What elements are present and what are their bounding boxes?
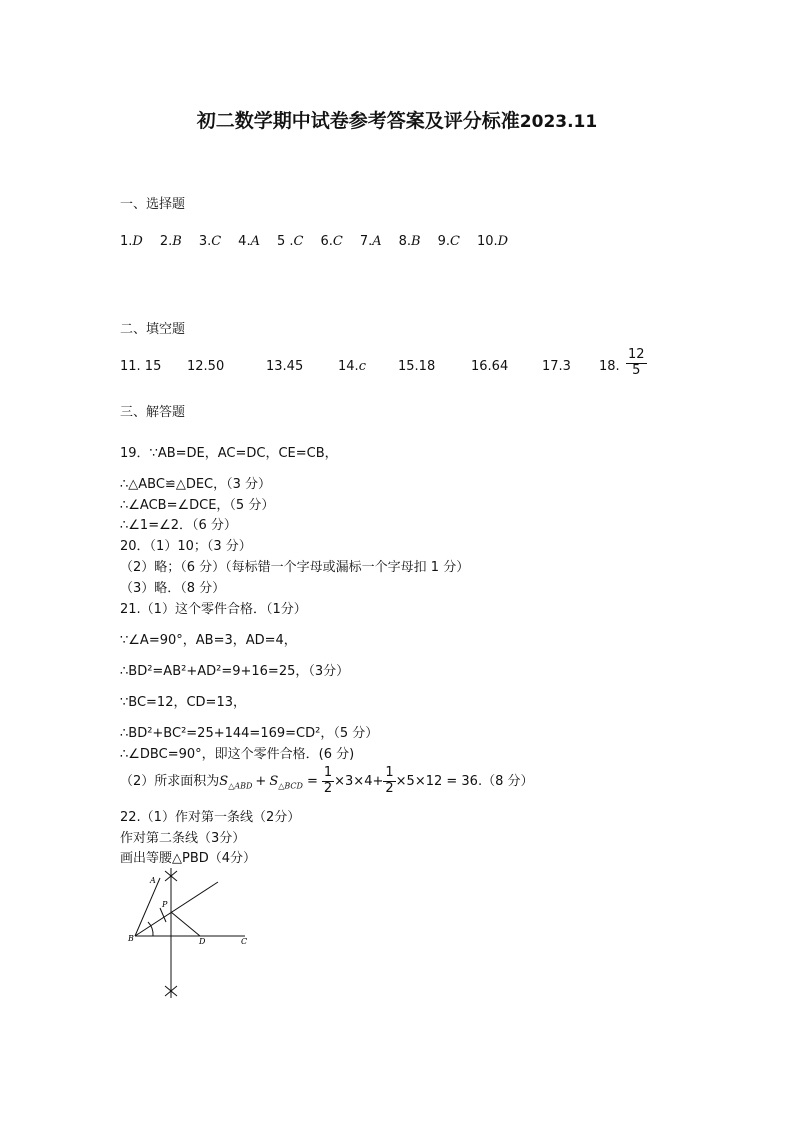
- title-date: 2023.11: [519, 112, 598, 132]
- answer-14: [338, 359, 366, 374]
- mc-answer: [399, 234, 421, 249]
- mc-answer-letter: C: [293, 234, 304, 249]
- answer-14-label: 14.: [338, 359, 359, 374]
- label-p: P: [162, 900, 168, 909]
- multiple-choice-answers: [120, 234, 525, 249]
- q21-line7: [120, 764, 534, 804]
- section2-heading: 二、填空题: [120, 322, 186, 337]
- area-prefix: （2）所求面积为: [120, 774, 220, 789]
- frac2-num: 1: [385, 765, 394, 781]
- area-s-abd: S: [219, 774, 229, 789]
- mc-answer-number: 1.: [120, 234, 133, 249]
- line-pd: [171, 912, 200, 936]
- answer-12: 12.50: [187, 359, 225, 374]
- mc-answer-number: 5 .: [276, 234, 294, 249]
- mc-answer-number: 3.: [198, 234, 212, 249]
- frac2-den: 2: [385, 781, 394, 796]
- q20-line1: 20．（1）10；（3 分）: [120, 539, 252, 554]
- answer-18: 18.: [599, 359, 620, 374]
- area-sub-abd: △ABD: [228, 781, 253, 791]
- answer-18-fraction: [626, 348, 647, 379]
- area-fraction-2: [383, 766, 395, 797]
- q22-line2: 作对第二条线（3分）: [120, 831, 246, 846]
- area-middle: ×3×4+: [334, 774, 384, 789]
- q20-line2: （2）略；（6 分）（每标错一个字母或漏标一个字母扣 1 分）: [120, 560, 470, 575]
- mc-answer-letter: A: [250, 234, 260, 249]
- mc-answer-number: 10.: [476, 234, 498, 249]
- q19-line4: ∴∠1=∠2．（6 分）: [120, 518, 237, 533]
- mc-answer-letter: B: [172, 234, 182, 249]
- section1-heading: 一、选择题: [120, 197, 186, 212]
- mc-answer-letter: C: [211, 234, 222, 249]
- q21-line2: ∵∠A=90°，AB=3，AD=4，: [120, 633, 297, 648]
- answer-15: 15.18: [398, 359, 436, 374]
- q22-line3: 画出等腰△PBD（4分）: [120, 851, 257, 866]
- mc-answer-number: 6.: [320, 234, 333, 249]
- mc-answer-number: 2.: [159, 234, 173, 249]
- area-plus: +: [255, 774, 267, 789]
- mc-answer: [160, 234, 182, 249]
- mc-answer: [438, 234, 460, 249]
- q19-line2: ∴△ABC≌△DEC，（3 分）: [120, 477, 272, 492]
- page-title: [0, 106, 794, 133]
- area-s-bcd: S: [269, 774, 279, 789]
- mc-answer-number: 9.: [437, 234, 450, 249]
- mc-answer: [320, 234, 342, 249]
- q22-line1: 22.（1）作对第一条线（2分）: [120, 810, 301, 825]
- mc-answer-letter: C: [450, 234, 460, 249]
- label-a: A: [150, 876, 156, 885]
- area-fraction-1: [322, 766, 334, 797]
- answer-13: 13.45: [266, 359, 304, 374]
- arc-mark-left: [160, 908, 166, 922]
- mc-answer-number: 7.: [359, 234, 373, 249]
- q21-line6: ∴∠DBC=90°，即这个零件合格．(6 分): [120, 747, 355, 762]
- answer-14-var: c: [358, 359, 366, 374]
- mc-answer: [360, 234, 382, 249]
- mc-answer: [238, 234, 260, 249]
- mc-answer-letter: A: [372, 234, 382, 249]
- q21-line5: ∴BD²+BC²=25+144=169=CD²，（5 分）: [120, 726, 379, 741]
- frac1-den: 2: [323, 781, 333, 796]
- mc-answer-letter: D: [497, 234, 509, 249]
- answer-16: 16.64: [471, 359, 509, 374]
- label-d: D: [199, 937, 206, 946]
- mc-answer: [199, 234, 221, 249]
- mc-answer: [477, 234, 508, 249]
- construction-figure: [120, 866, 260, 1006]
- q20-line3: （3）略．（8 分）: [120, 581, 226, 596]
- mc-answer: [277, 234, 304, 249]
- q19-line3: ∴∠ACB=∠DCE，（5 分）: [120, 498, 275, 513]
- answer-17: 17.3: [542, 359, 571, 374]
- answer-11: 11. 15: [120, 359, 162, 374]
- q21-line3: ∴BD²=AB²+AD²=9+16=25，（3分）: [120, 664, 350, 679]
- mc-answer-number: 4.: [238, 234, 251, 249]
- fill-blank-answers: [120, 359, 680, 379]
- line-bisector: [135, 882, 218, 936]
- mc-answer-number: 8.: [398, 234, 412, 249]
- mc-answer: [120, 234, 143, 249]
- area-end: ×5×12 = 36.（8 分）: [395, 774, 534, 789]
- mc-answer-letter: B: [411, 234, 421, 249]
- area-sub-bcd: △BCD: [278, 781, 303, 791]
- fraction-numerator: 12: [628, 347, 645, 362]
- mc-answer-letter: D: [132, 234, 143, 249]
- q21-line1: 21.（1）这个零件合格．（1分）: [120, 602, 307, 617]
- mc-answer-letter: C: [332, 234, 343, 249]
- arc-angle: [148, 922, 153, 936]
- title-text: 初二数学期中试卷参考答案及评分标准: [196, 110, 520, 132]
- q19-line1: 19．∵AB=DE，AC=DC，CE=CB，: [120, 446, 338, 461]
- label-b: B: [128, 934, 134, 943]
- label-c: C: [241, 937, 248, 946]
- q21-line4: ∵BC=12，CD=13，: [120, 695, 246, 710]
- fraction-denominator: 5: [632, 362, 641, 378]
- area-equals: =: [306, 774, 318, 789]
- frac1-num: 1: [323, 765, 333, 781]
- section3-heading: 三、解答题: [120, 405, 186, 420]
